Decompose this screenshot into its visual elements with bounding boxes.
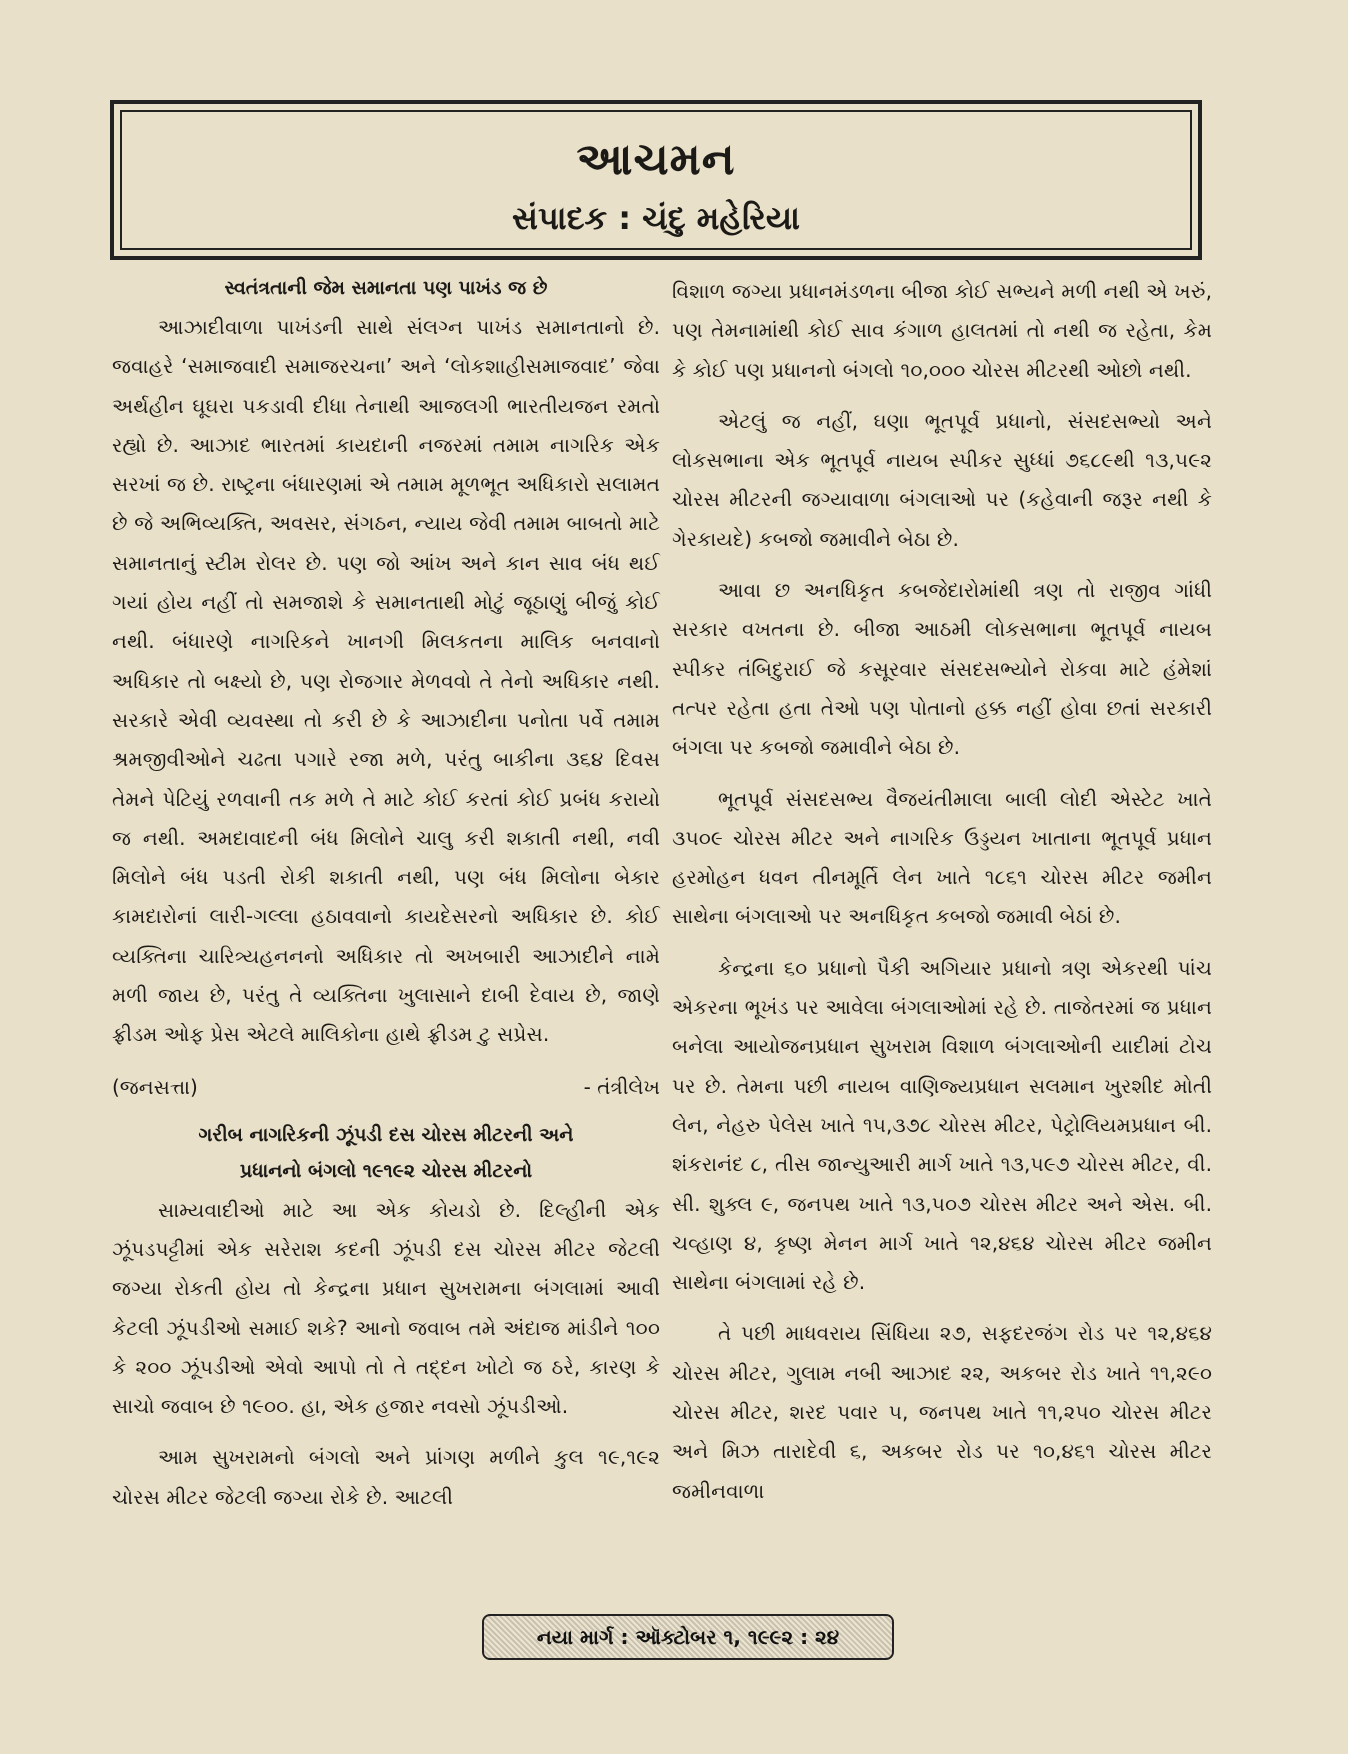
left-column [112,272,660,1529]
article2-paragraph: ભૂતપૂર્વ સંસદસભ્ય વૈજયંતીમાલા બાલી લોદી એસ્ટેટ ખાતે ૩૫૦૯ ચોરસ મીટર અને નાગરિક ઉડ્ડયન ખાતાના ભૂતપૂર્વ પ્રધાન હરમોહન ધવન તીનમૂર્તિ લેન ખાતે ૧૮૬૧ ચોરસ મીટર જમીન સાથેના બંગલાઓ પર અનધિકૃત કબજો જમાવી બેઠાં છે. [672,786,1212,929]
article2-paragraph: એટલું જ નહીં, ઘણા ભૂતપૂર્વ પ્રધાનો, સંસદસભ્યો અને લોકસભાના એક ભૂતપૂર્વ નાયબ સ્પીકર સુધ્ધાં ૭૬૮૯થી ૧૩,૫૯૨ ચોરસ મીટરની જગ્યાવાળા બંગલાઓ પર (કહેવાની જરૂર નથી કે ગેરકાયદે) કબજો જમાવીને બેઠા છે. [672,408,1212,551]
article1-credit: - તંત્રીલેખ [583,1074,660,1099]
page-footer-badge: નયા માર્ગ : ઑક્ટોબર ૧, ૧૯૯૨ : ૨૪ [482,1614,894,1660]
editor-line: સંપાદક : ચંદુ મહેરિયા [512,199,800,237]
article2-heading-line2: પ્રધાનનો બંગલો ૧૯૧૯૨ ચોરસ મીટરનો [239,1159,533,1182]
article1-source: (જનસત્તા) [112,1074,198,1099]
article2-paragraph: સામ્યવાદીઓ માટે આ એક કોયડો છે. દિલ્હીની એક ઝૂંપડપટ્ટીમાં એક સરેરાશ કદની ઝૂંપડી દસ ચોરસ મીટર જેટલી જગ્યા રોકતી હોય તો કેન્દ્રના પ્રધાન સુખરામના બંગલામાં આવી કેટલી ઝૂંપડીઓ સમાઈ શકે? આનો જવાબ તમે અંદાજ માંડીને ૧૦૦ કે ૨૦૦ ઝૂંપડીઓ એવો આપો તો તે તદ્દન ખોટો જ ઠરે, કારણ કે સાચો જવાબ છે ૧૯૦૦. હા, એક હજાર નવસો ઝૂંપડીઓ. [112,1197,660,1419]
article2-continuation: વિશાળ જગ્યા પ્રધાનમંડળના બીજા કોઈ સભ્યને મળી નથી એ ખરું, પણ તેમનામાંથી કોઈ સાવ કંગાળ હાલતમાં તો નથી જ રહેતા, કેમ કે કોઈ પણ પ્રધાનનો બંગલો ૧૦,૦૦૦ ચોરસ મીટરથી ઓછો નથી. [672,279,1212,382]
article2-paragraph: કેન્દ્રના ૬૦ પ્રધાનો પૈકી અગિયાર પ્રધાનો ત્રણ એકરથી પાંચ એકરના ભૂખંડ પર આવેલા બંગલાઓમાં રહે છે. તાજેતરમાં જ પ્રધાન બનેલા આયોજનપ્રધાન સુખરામ વિશાળ બંગલાઓની યાદીમાં ટોચ પર છે. તેમના પછી નાયબ વાણિજ્યપ્રધાન સલમાન ખુરશીદ મોતી લેન, નેહરુ પેલેસ ખાતે ૧૫,૩૭૮ ચોરસ મીટર, પેટ્રોલિયમપ્રધાન બી. શંકરાનંદ ૮, તીસ જાન્યુઆરી માર્ગ ખાતે ૧૩,૫૯૭ ચોરસ મીટર, વી. સી. શુક્લ ૯, જનપથ ખાતે ૧૩,૫૦૭ ચોરસ મીટર અને એસ. બી. ચવ્હાણ ૪, કૃષ્ણ મેનન માર્ગ ખાતે ૧૨,૪૬૪ ચોરસ મીટર જમીન સાથેના બંગલામાં રહે છે. [672,955,1212,1295]
article2-paragraph: તે પછી માધવરાય સિંધિયા ૨૭, સફદરજંગ રોડ પર ૧૨,૪૬૪ ચોરસ મીટર, ગુલામ નબી આઝાદ ૨૨, અકબર રોડ ખાતે ૧૧,૨૯૦ ચોરસ મીટર, શરદ પવાર ૫, જનપથ ખાતે ૧૧,૨૫૦ ચોરસ મીટર અને મિઝ તારાદેવી ૬, અકબર રોડ પર ૧૦,૪૬૧ ચોરસ મીટર જમીનવાળા [672,1321,1212,1503]
article2-paragraph: આમ સુખરામનો બંગલો અને પ્રાંગણ મળીને કુલ ૧૯,૧૯૨ ચોરસ મીટર જેટલી જગ્યા રોકે છે. આટલી [112,1445,660,1509]
article1-attribution [112,1067,660,1107]
article1-heading: સ્વતંત્રતાની જેમ સમાનતા પણ પાખંડ જ છે [224,277,548,299]
right-column [672,272,1212,1523]
header-box [110,100,1202,260]
article1-paragraph: આઝાદીવાળા પાખંડની સાથે સંલગ્ન પાખંડ સમાનતાનો છે. જવાહરે ‘સમાજવાદી સમાજરચના’ અને ‘લોકશાહીસમાજવાદ’ જેવા અર્થહીન ઘૂઘરા પકડાવી દીધા તેનાથી આજલગી ભારતીયજન રમતો રહ્યો છે. આઝાદ ભારતમાં કાયદાની નજરમાં તમામ નાગરિક એક સરખાં જ છે. રાષ્ટ્રના બંધારણમાં એ તમામ મૂળભૂત અધિકારો સલામત છે જે અભિવ્યક્તિ, અવસર, સંગઠન, ન્યાય જેવી તમામ બાબતો માટે સમાનતાનું સ્ટીમ રોલર છે. પણ જો આંખ અને કાન સાવ બંધ થઈ ગયાં હોય નહીં તો સમજાશે કે સમાનતાથી મોટું જૂઠાણું બીજું કોઈ નથી. બંધારણે નાગરિકને ખાનગી મિલકતના માલિક બનવાનો અધિકાર તો બક્ષ્યો છે, પણ રોજગાર મેળવવો તે તેનો અધિકાર નથી. સરકારે એવી વ્યવસ્થા તો કરી છે કે આઝાદીના પનોતા પર્વે તમામ શ્રમજીવીઓને ચઢતા પગારે રજા મળે, પરંતુ બાકીના ૩૬૪ દિવસ તેમને પેટિયું રળવાની તક મળે તે માટે કોઈ કરતાં કોઈ પ્રબંધ કરાયો જ નથી. અમદાવાદની બંધ મિલોને ચાલુ કરી શકાતી નથી, નવી મિલોને બંધ પડતી રોકી શકાતી નથી, પણ બંધ મિલોના બેકાર કામદારોનાં લારી-ગલ્લા હઠાવવાનો કાયદેસરનો અધિકાર છે. કોઈ વ્યક્તિના ચારિત્ર્યહનનનો અધિકાર તો અખબારી આઝાદીને નામે મળી જાય છે, પરંતુ તે વ્યક્તિના ખુલાસાને દાબી દેવાય છે, જાણે ફ્રીડમ ઓફ પ્રેસ એટલે માલિકોના હાથે ફ્રીડમ ટુ સપ્રેસ. [112,315,660,1047]
section-title: આચમન [576,134,736,185]
header-inner-frame [120,110,1192,250]
article2-heading-line1: ગરીબ નાગરિકની ઝૂંપડી દસ ચોરસ મીટરની અને [198,1123,574,1146]
article2-paragraph: આવા છ અનધિકૃત કબજેદારોમાંથી ત્રણ તો રાજીવ ગાંધી સરકાર વખતના છે. બીજા આઠમી લોકસભાના ભૂતપૂર્વ નાયબ સ્પીકર તંબિદુરાઈ જે કસૂરવાર સંસદસભ્યોને રોકવા માટે હંમેશાં તત્પર રહેતા હતા તેઓ પણ પોતાનો હક્ક નહીં હોવા છતાં સરકારી બંગલા પર કબજો જમાવીને બેઠા છે. [672,578,1212,760]
